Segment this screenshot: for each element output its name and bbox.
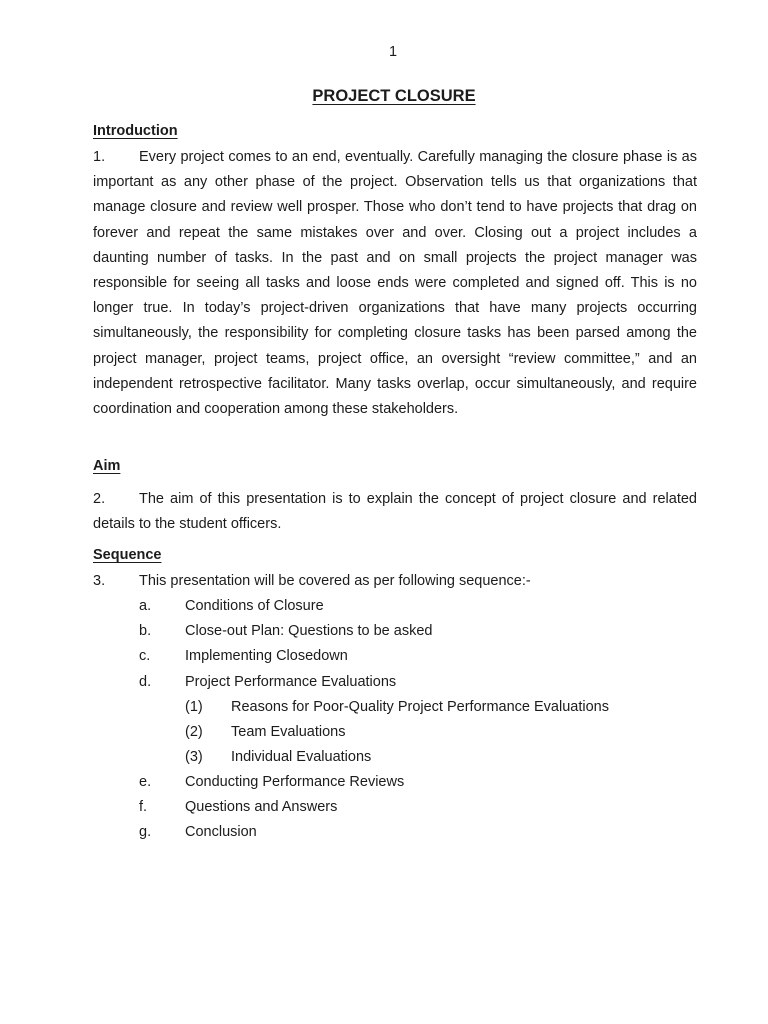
list-item-text: Close-out Plan: Questions to be asked: [185, 623, 433, 639]
list-item-text: Project Performance Evaluations: [185, 674, 397, 690]
paragraph-number: 2.: [93, 491, 106, 507]
list-item: [139, 623, 432, 643]
paragraph-number: 1.: [93, 149, 106, 165]
list-item-text: Conditions of Closure: [185, 598, 324, 614]
paragraph-text: The aim of this presentation is to explain the concept of project closure and related details to the student officers.: [93, 491, 697, 532]
list-item-label: f.: [139, 799, 148, 815]
list-item-text: Conducting Performance Reviews: [185, 774, 405, 790]
list-item-text: Individual Evaluations: [231, 749, 372, 765]
list-item: [139, 799, 337, 819]
page-number: 1: [388, 44, 398, 60]
introduction-paragraph: [93, 145, 697, 422]
list-subitem: [185, 749, 371, 769]
list-item-label: d.: [139, 674, 152, 690]
sequence-intro: [93, 573, 531, 589]
introduction-heading: Introduction: [93, 123, 178, 139]
list-subitem: [185, 699, 609, 719]
list-item-label: (2): [185, 724, 203, 740]
list-item: [139, 824, 257, 844]
list-item-label: e.: [139, 774, 152, 790]
list-item-label: (3): [185, 749, 203, 765]
list-item-label: c.: [139, 648, 151, 664]
list-subitem: [185, 724, 345, 744]
paragraph-text: This presentation will be covered as per following sequence:-: [139, 573, 531, 589]
document-title: PROJECT CLOSURE: [312, 87, 476, 105]
paragraph-number: 3.: [93, 573, 106, 589]
list-item-text: Questions and Answers: [185, 799, 338, 815]
list-item: [139, 674, 396, 694]
list-item: [139, 598, 324, 618]
list-item-text: Implementing Closedown: [185, 648, 348, 664]
list-item-label: b.: [139, 623, 152, 639]
aim-heading: Aim: [93, 458, 121, 474]
list-item: [139, 774, 404, 794]
sequence-heading: Sequence: [93, 547, 162, 563]
aim-paragraph: [93, 487, 697, 536]
list-item-label: (1): [185, 699, 203, 715]
list-item-text: Conclusion: [185, 824, 257, 840]
list-item-label: a.: [139, 598, 152, 614]
list-item: [139, 648, 348, 668]
list-item-text: Reasons for Poor-Quality Project Performance Evaluations: [231, 699, 609, 715]
list-item-text: Team Evaluations: [231, 724, 346, 740]
paragraph-text: Every project comes to an end, eventually. Carefully managing the closure phase is as important as any other phase of the project. Observation tells us that organizations that manage closure and review well prosper. Those who don’t tend to have projects that drag on forever and repeat the same mistakes over and over. Closing out a project includes a daunting number of tasks. In the past and on small projects the project manager was responsible for seeing all tasks and loose ends were completed and signed off. This is no longer true. In today’s project-driven organizations that have many projects occurring simultaneously, the responsibility for completing closure tasks has been parsed among the project manager, project teams, project office, an oversight “review committee,” and an independent retrospective facilitator. Many tasks overlap, occur simultaneously, and require coordination and cooperation among these stakeholders.: [93, 149, 697, 418]
list-item-label: g.: [139, 824, 152, 840]
